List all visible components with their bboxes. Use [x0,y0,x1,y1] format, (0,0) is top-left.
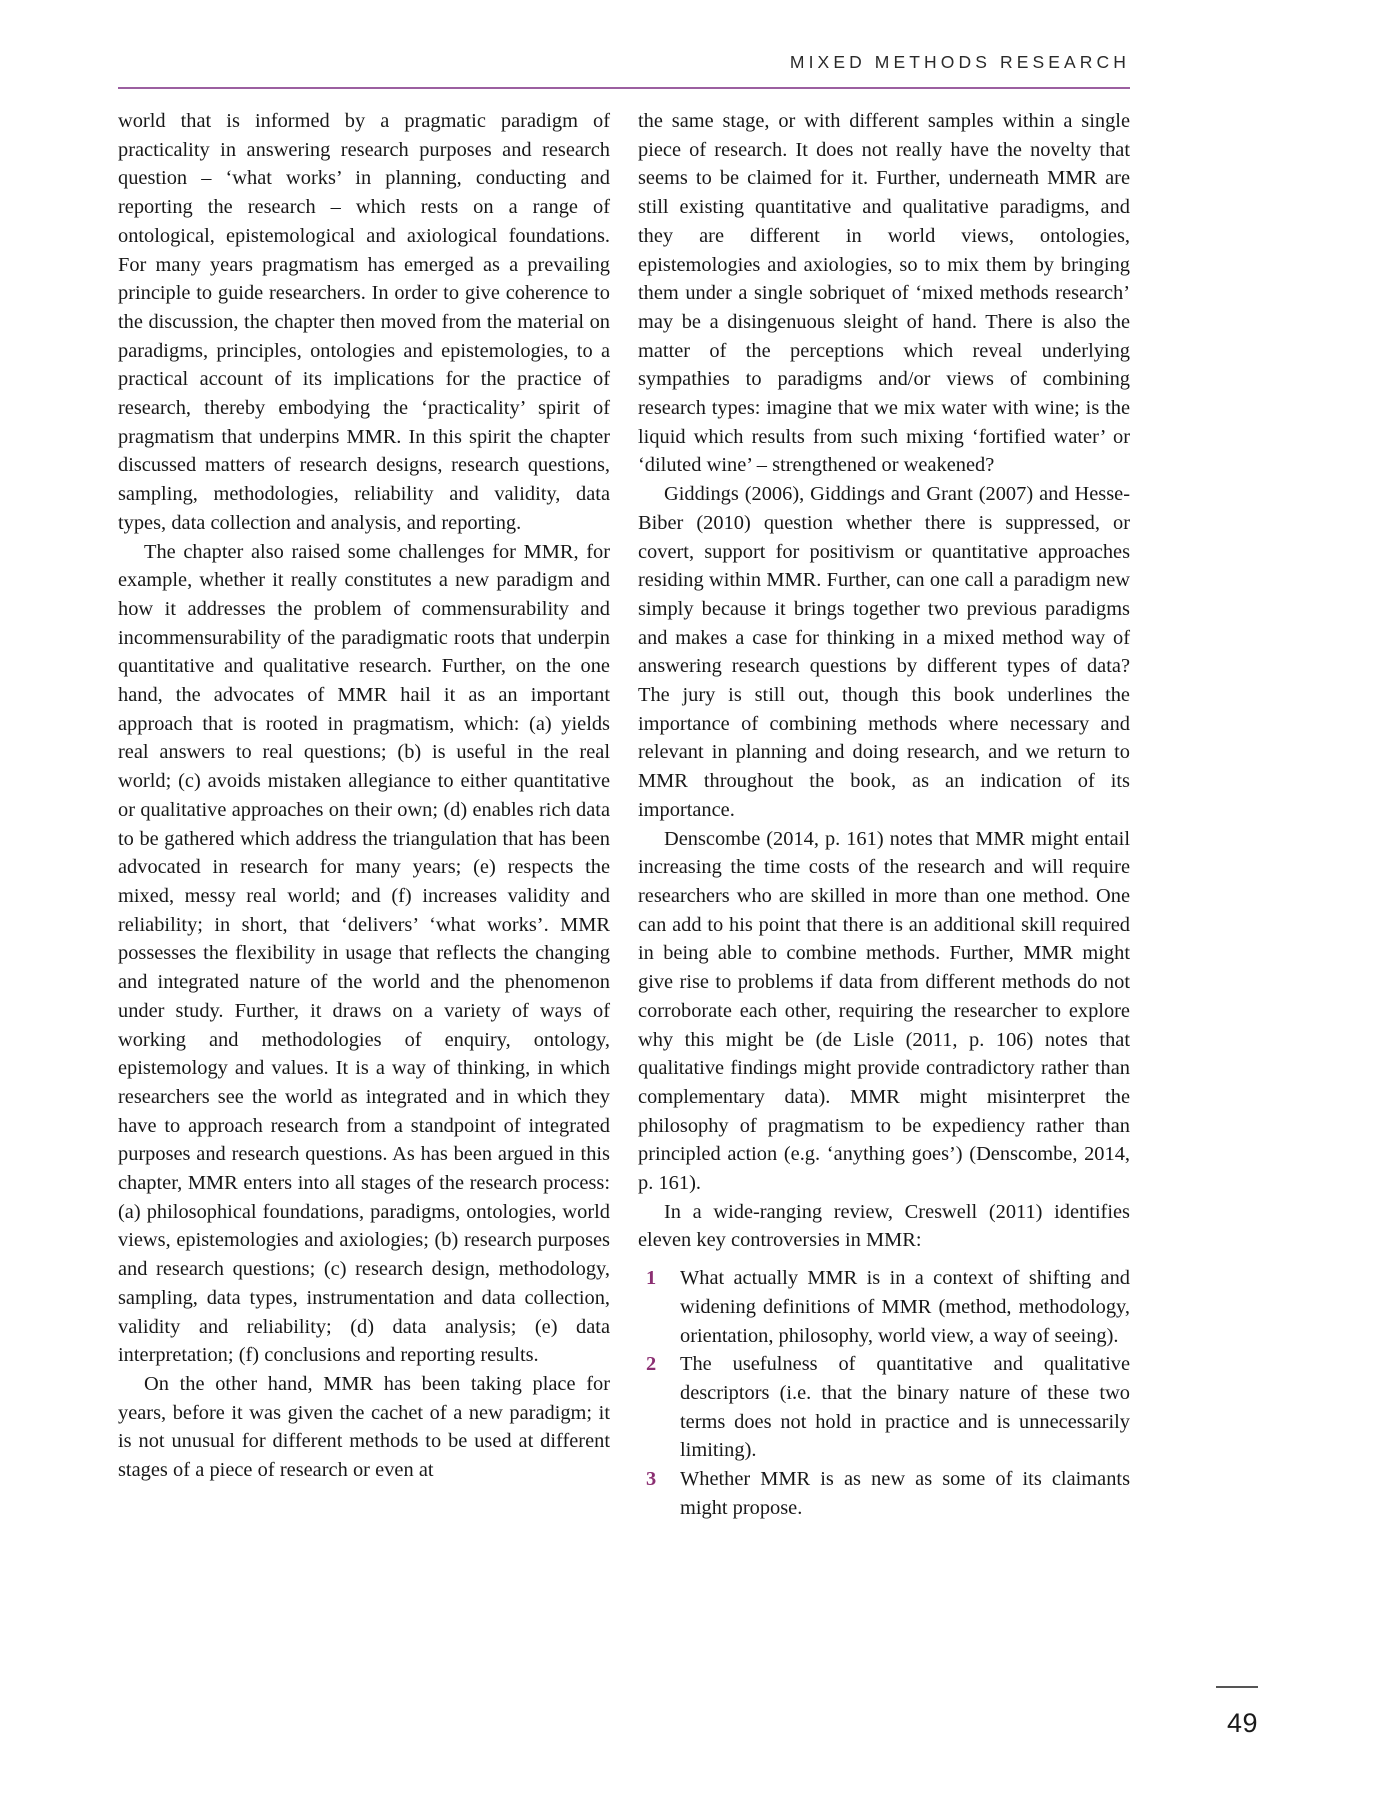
controversies-list [638,1264,1130,1522]
list-item [638,1264,1130,1350]
page-number: 49 [1226,1708,1258,1738]
list-item [638,1350,1130,1465]
paragraph: The chapter also raised some challenges for MMR, for example, whether it really constitutes a new paradigm and how it addresses the problem of commensurability and incommensurability of the paradigmatic roots that underpin quantitative and qualitative research. Further, on the one hand, the advocates of MMR hail it as an important approach that is rooted in pragmatism, which: (a) yields real answers to real questions; (b) is useful in the real world; (c) avoids mistaken allegiance to either quantitative or qualitative approaches on their own; (d) enables rich data to be gathered which address the triangulation that has been advocated in research for many years; (e) respects the mixed, messy real world; and (f) increases validity and reliability; in short, that ‘delivers’ ‘what works’. MMR possesses the flexibility in usage that reflects the changing and integrated nature of the world and the phenomenon under study. Further, it draws on a variety of ways of working and methodologies of enquiry, ontology, epistemology and values. It is a way of thinking, in which researchers see the world as integrated and in which they have to approach research from a standpoint of integrated purposes and research questions. As has been argued in this chapter, MMR enters into all stages of the research process: (a) philosophical foundations, paradigms, ontologies, world views, epistemologies and axiologies; (b) research purposes and research questions; (c) research design, methodology, sampling, data types, instrumentation and data collection, validity and reliability; (d) data analysis; (e) data interpretation; (f) conclusions and reporting results. [118,540,610,1367]
list-item-number: 2 [646,1353,657,1376]
paragraph: On the other hand, MMR has been taking place for years, before it was given the cachet of a new paradigm; it is not unusual for different methods to be used at different stages of a piece of research or even at [118,1372,610,1482]
paragraph: Denscombe (2014, p. 161) notes that MMR might entail increasing the time costs of the research and will require researchers who are skilled in more than one method. One can add to his point that there is an additional skill required in being able to combine methods. Further, MMR might give rise to problems if data from different methods do not corroborate each other, requiring the researcher to explore why this might be (de Lisle (2011, p. 106) notes that qualitative findings might provide contradictory rather than complementary data). MMR might misinterpret the philosophy of pragmatism to be expediency rather than principled action (e.g. ‘anything goes’) (Denscombe, 2014, p. 161). [638,827,1130,1195]
paragraph: world that is informed by a pragmatic paradigm of practicality in answering research purposes and research question – ‘what works’ in planning, conducting and reporting the research – which rests on a range of ontological, epistemological and axiological foundations. For many years pragmatism has emerged as a prevailing principle to guide researchers. In order to give coherence to the discussion, the chapter then moved from the material on paradigms, principles, ontologies and epistemologies, to a practical account of its implications for the practice of research, thereby embodying the ‘practicality’ spirit of pragmatism that underpins MMR. In this spirit the chapter discussed matters of research designs, research questions, sampling, methodologies, reliability and validity, data types, data collection and analysis, and reporting. [118,110,610,534]
list-item [638,1465,1130,1522]
folio-rule-divider [1216,1686,1258,1688]
list-item-text: What actually MMR is in a context of shifting and widening definitions of MMR (method, methodology, orientation, philosophy, world view, a way of seeing). [680,1267,1130,1347]
list-item-number: 1 [646,1267,657,1290]
header-rule-divider [118,87,1130,89]
paragraph: the same stage, or with different samples within a single piece of research. It does not really have the novelty that seems to be claimed for it. Further, underneath MMR are still existing quantitative and qualitative paradigms, and they are different in world views, ontologies, epistemologies and axiologies, so to mix them by bringing them under a single sobriquet of ‘mixed methods research’ may be a disingenuous sleight of hand. There is also the matter of the perceptions which reveal underlying sympathies to paradigms and/or views of combining research types: imagine that we mix water with wine; is the liquid which results from such mixing ‘fortified water’ or ‘diluted wine’ – strengthened or weakened? [638,110,1130,477]
running-head-text: MIXED METHODS RESEARCH [789,52,1130,72]
list-item-text: The usefulness of quantitative and qualitative descriptors (i.e. that the binary nature of these two terms does not hold in practice and is unnecessarily limiting). [680,1353,1130,1462]
paragraph: In a wide-ranging review, Creswell (2011) identifies eleven key controversies in MMR: [638,1200,1130,1252]
right-column [638,107,1130,1617]
list-item-number: 3 [646,1468,657,1491]
two-column-body [118,107,1130,1617]
running-head [118,50,1130,90]
list-item-text: Whether MMR is as new as some of its claimants might propose. [680,1468,1130,1519]
left-column [118,107,610,1617]
paragraph: Giddings (2006), Giddings and Grant (2007) and Hesse-Biber (2010) question whether there is suppressed, or covert, support for positivism or quantitative approaches residing within MMR. Further, can one call a paradigm new simply because it brings together two previous paradigms and makes a case for thinking in a mixed method way of answering research questions by different types of data? The jury is still out, though this book underlines the importance of combining methods where necessary and relevant in planning and doing research, and we return to MMR throughout the book, as an indication of its importance. [638,483,1130,821]
